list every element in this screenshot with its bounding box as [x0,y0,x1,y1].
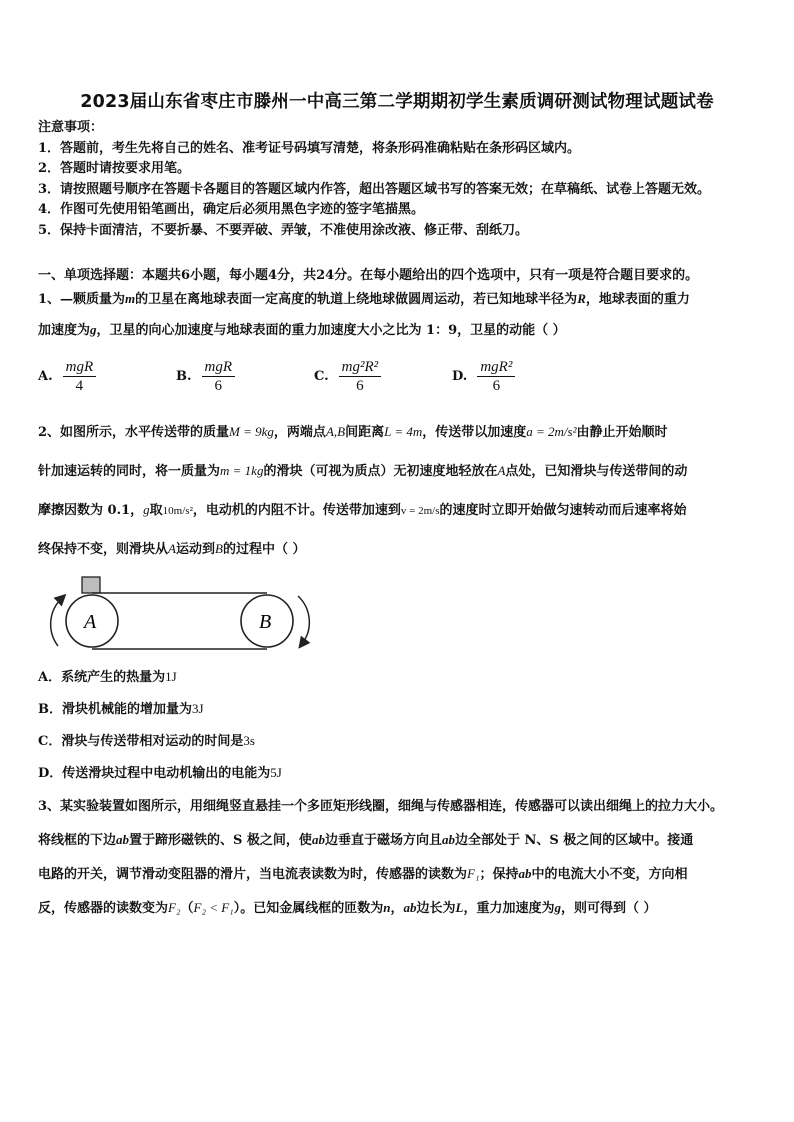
q2-velocity: v = 2m/s [400,505,440,517]
q2-var-g: g [143,502,150,517]
q1-option-d[interactable] [452,358,515,395]
wheel-b-label: B [259,611,272,633]
q2-block-mass: m = 1kg [220,463,264,478]
fraction-numerator: mgR [63,358,97,377]
q2-text: 的速度时立即开始做匀速转动而后速率将始 [439,503,687,518]
q2-text: 2、如图所示，水平传送带的质量 [38,425,230,440]
q2-point-b: B [214,541,223,556]
section-heading: 一、单项选择题：本题共6小题，每小题4分，共24分。在每小题给出的四个选项中，只有一项是符合题目要求的。 [38,268,699,283]
q3-text: ；保持 [479,867,519,882]
choice-text: C．滑块与传送带相对运动的时间是 [38,734,244,749]
q3-text: 反，传感器的读数变为 [38,901,169,916]
page-title: 2023届山东省枣庄市滕州一中高三第二学期期初学生素质调研测试物理试题试卷 [80,92,714,112]
q2-text: 的滑块（可视为质点）无初速度地轻放在 [263,464,498,479]
choice-text: A．系统产生的热量为 [38,670,166,685]
notice-heading: 注意事项： [38,120,104,135]
q1-text: 的卫星在离地球表面一定高度的轨道上绕地球做圆周运动，若已知地球半径为 [135,292,578,307]
question-2 [38,413,772,569]
q2-text: 取 [149,503,163,518]
q3-text: 边全部处于 N、S 极之间的区域中。接通 [454,833,694,848]
notice-item: 1．答题前，考生先将自己的姓名、准考证号码填写清楚，将条形码准确粘贴在条形码区域内。 [38,140,581,156]
q2-acceleration: a = 2m/s² [526,424,577,439]
q3-text: ， [390,901,404,916]
option-label: D. [452,369,468,384]
q1-option-b[interactable] [176,358,235,395]
q1-text: 1、—颗质量为 [38,292,126,307]
q2-text: ，电动机的内阻不计。传送带加速到 [192,503,401,518]
q1-var-m: m [125,291,136,306]
q2-choice-c[interactable] [38,730,255,749]
q2-choice-a[interactable] [38,666,177,685]
choice-value: 1J [165,669,177,684]
notice-item: 5．保持卡面清洁，不要折暴、不要弄破、弄皱，不准使用涂改液、修正带、刮纸刀。 [38,222,529,238]
q2-text: 间距离 [345,425,385,440]
fraction-denominator: 4 [75,378,84,394]
q3-var-n: n [383,900,391,915]
q1-var-r: R [577,291,586,306]
q3-text: 边垂直于磁场方向且 [324,833,442,848]
q3-force-f1: F₁ [467,866,480,881]
q2-text: ，传送带以加速度 [422,425,527,440]
choice-text: B．滑块机械能的增加量为 [38,702,192,717]
q2-text: 运动到 [175,542,215,557]
option-label: A. [38,369,53,384]
fraction [477,358,515,395]
q3-edge-ab: ab [311,832,325,847]
q3-edge-ab: ab [518,866,532,881]
q2-g-value: 10m/s² [162,505,193,517]
slider-block-icon [82,577,100,593]
choice-value: 3J [192,701,204,716]
q3-force-comparison: F₂ < F₁ [193,900,234,915]
rotation-arrow-right-icon [298,596,309,644]
q3-var-l: L [455,900,464,915]
choice-value: 3s [243,733,255,748]
fraction-denominator: 6 [356,378,364,394]
q1-text: 加速度为 [38,323,91,338]
q1-var-g: g [90,322,97,337]
q2-text: ，两端点 [273,425,326,440]
rotation-arrow-left-icon [51,598,62,646]
notice-block [38,118,778,241]
q3-text: （ [180,901,194,916]
q2-point-a: A [497,463,506,478]
notice-item: 2．答题时请按要求用笔。 [38,161,191,176]
q2-text: 点处，已知滑块与传送带间的动 [505,464,688,479]
choice-text: D．传送滑块过程中电动机输出的电能为 [38,766,271,781]
q1-option-a[interactable] [38,358,96,395]
q3-edge-ab: ab [441,832,455,847]
fraction-numerator: mgR [202,358,236,377]
q2-mass-m: M = 9kg [229,424,274,439]
q3-text: 3、某实验装置如图所示，用细绳竖直悬挂一个多匝矩形线圈，细绳与传感器相连，传感器可以读出细绳上的拉力大小。 [38,799,724,814]
notice-item: 4．作图可先使用铅笔画出，确定后必须用黑色字迹的签字笔描黑。 [38,202,425,217]
q3-text: 将线框的下边 [38,833,117,848]
fraction [202,358,236,395]
q2-point-a: A [168,541,176,556]
conveyor-belt-diagram [40,574,320,664]
q2-choice-d[interactable] [38,762,282,781]
q1-text: ，卫星的向心加速度与地球表面的重力加速度大小之比为 1：9，卫星的动能（ ） [96,323,566,338]
q3-text: 中的电流大小不变，方向相 [531,867,688,882]
q1-text: ，地球表面的重力 [585,292,690,307]
fraction-denominator: 6 [214,378,223,394]
fraction-numerator: mg²R² [339,358,382,377]
q2-text: 终保持不变，则滑块从 [38,542,169,557]
fraction-denominator: 6 [492,378,501,394]
q3-text: 电路的开关，调节滑动变阻器的滑片，当电流表读数为时，传感器的读数为 [38,867,468,882]
q3-var-g: g [554,900,561,915]
question-3 [38,790,772,925]
q2-choice-b[interactable] [38,698,204,717]
q3-edge-ab: ab [116,832,130,847]
q2-text: 的过程中（ ） [222,542,306,557]
q2-text: 由静止开始顺时 [576,425,668,440]
fraction [339,358,382,395]
q3-text: ，重力加速度为 [463,901,555,916]
question-1 [38,284,772,346]
q2-text: 针加速运转的同时，将一质量为 [38,464,221,479]
q3-text: 边长为 [416,901,456,916]
notice-item: 3．请按照题号顺序在答题卡各题目的答题区域内作答，超出答题区域书写的答案无效；在草稿纸、试卷上答题无效。 [38,181,711,197]
q2-text: 摩擦因数为 0.1， [38,503,144,518]
q2-length: L = 4m [384,424,423,439]
q2-points-ab: A,B [325,424,346,439]
q1-option-c[interactable] [314,358,381,395]
wheel-a-label: A [84,611,97,633]
q3-text: 置于蹄形磁铁的、S 极之间，使 [129,833,312,848]
choice-value: 5J [270,765,282,780]
option-label: B. [176,369,192,384]
q3-force-f2: F₂ [168,900,181,915]
q1-options [38,358,738,402]
option-label: C. [314,369,329,384]
q3-text: ）。已知金属线框的匝数为 [233,901,384,916]
q3-text: ，则可得到（ ） [560,901,657,916]
q3-edge-ab: ab [403,900,417,915]
fraction [63,358,97,395]
fraction-numerator: mgR² [477,358,515,377]
